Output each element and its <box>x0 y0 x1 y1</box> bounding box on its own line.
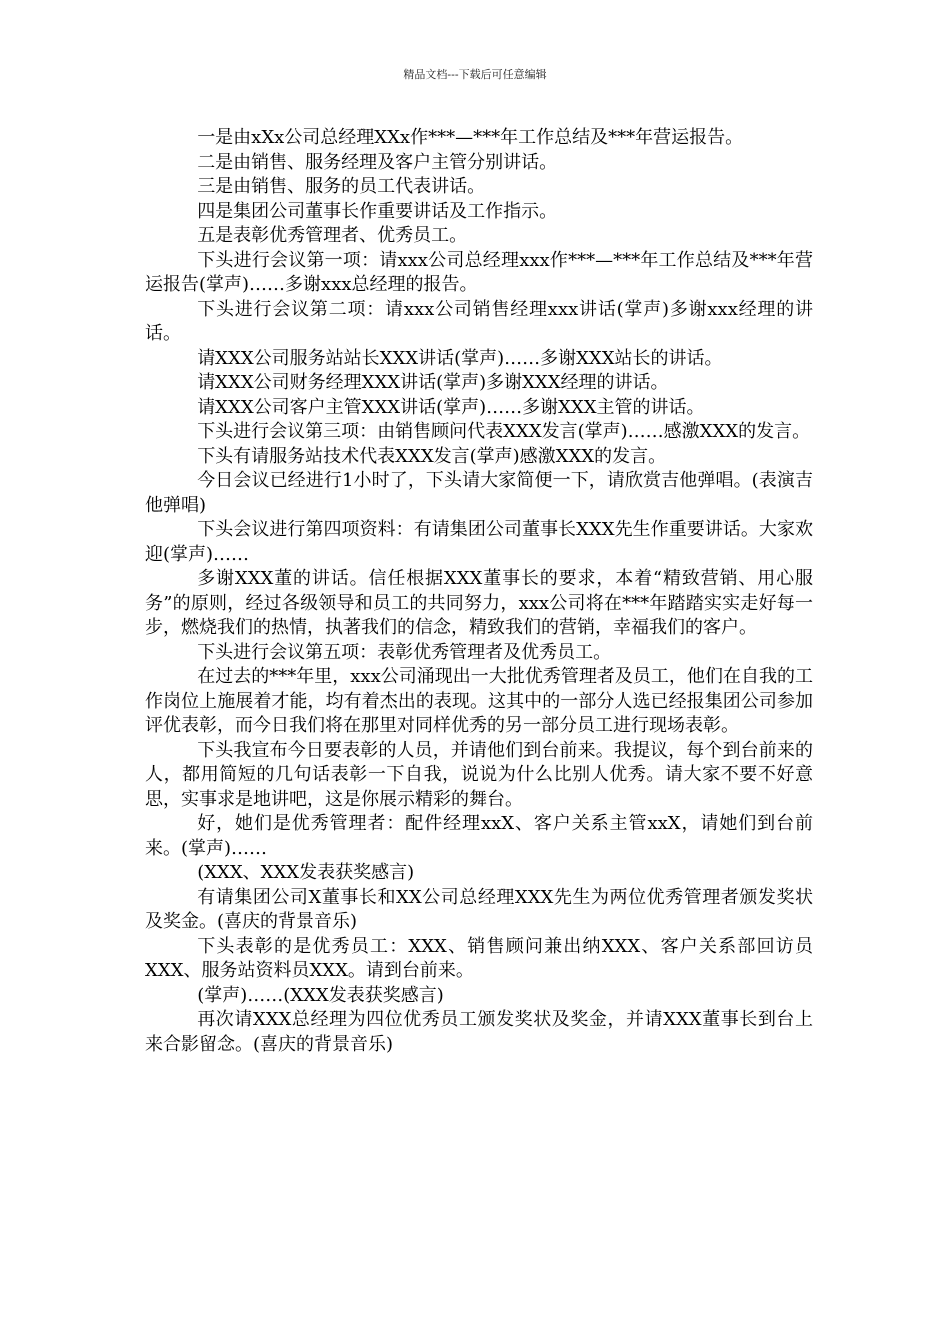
paragraph: 请XXX公司财务经理XXX讲话(掌声)多谢XXX经理的讲话。 <box>197 372 669 393</box>
paragraph: 下头表彰的是优秀员工：XXX、销售顾问兼出纳XXX、客户关系部回访员XXX、服务站资料员XXX。请到台前来。 <box>145 935 813 981</box>
paragraph: 在过去的***年里，xxx公司涌现出一大批优秀管理者及员工，他们在自我的工作岗位上施展着才能，均有着杰出的表现。这其中的一部分人选已经报集团公司参加评优表彰，而今日我们将在那里对同样优秀的另一部分员工进行现场表彰。 <box>145 666 813 736</box>
paragraph: 二是由销售、服务经理及客户主管分别讲话。 <box>197 151 558 173</box>
paragraph: 请XXX公司客户主管XXX讲话(掌声)……多谢XXX主管的讲话。 <box>197 396 705 418</box>
document-body <box>145 126 813 1057</box>
paragraph: 有请集团公司X董事长和XX公司总经理XXX先生为两位优秀管理者颁发奖状及奖金。(喜庆的背景音乐) <box>145 886 813 932</box>
paragraph: 请XXX公司服务站站长XXX讲话(掌声)……多谢XXX站长的讲话。 <box>197 347 723 369</box>
paragraph: 今日会议已经进行1小时了，下头请大家简便一下，请欣赏吉他弹唱。(表演吉他弹唱) <box>145 470 813 516</box>
paragraph: 下头进行会议第五项：表彰优秀管理者及优秀员工。 <box>197 641 612 663</box>
paragraph: 五是表彰优秀管理者、优秀员工。 <box>197 225 468 246</box>
paragraph: (掌声)……(XXX发表获奖感言) <box>197 984 444 1006</box>
paragraph: 三是由销售、服务的员工代表讲话。 <box>197 176 486 197</box>
paragraph: 下头会议进行第四项资料：有请集团公司董事长XXX先生作重要讲话。大家欢迎(掌声)…… <box>145 519 813 565</box>
page-header: 精品文档---下载后可任意编辑 <box>403 68 547 81</box>
paragraph: 下头进行会议第二项：请xxx公司销售经理xxx讲话(掌声)多谢xxx经理的讲话。 <box>145 298 813 344</box>
paragraph: 下头进行会议第一项：请xxx公司总经理xxx作***—***年工作总结及***年营运报告(掌声)……多谢xxx总经理的报告。 <box>145 249 813 295</box>
paragraph: 下头有请服务站技术代表XXX发言(掌声)感激XXX的发言。 <box>197 445 667 467</box>
paragraph: 多谢XXX董的讲话。信任根据XXX董事长的要求，本着“精致营销、用心服务”的原则，经过各级领导和员工的共同努力，xxx公司将在***年踏踏实实走好每一步，燃烧我们的热情，执著我们的信念，精致我们的营销，幸福我们的客户。 <box>145 568 813 638</box>
paragraph: 四是集团公司董事长作重要讲话及工作指示。 <box>197 200 558 222</box>
paragraph: 好，她们是优秀管理者：配件经理xxX、客户关系主管xxX，请她们到台前来。(掌声)…… <box>145 813 813 859</box>
paragraph: (XXX、XXX发表获奖感言) <box>197 862 415 883</box>
paragraph: 一是由xXx公司总经理XXx作***—***年工作总结及***年营运报告。 <box>197 127 744 148</box>
paragraph: 下头我宣布今日要表彰的人员，并请他们到台前来。我提议，每个到台前来的人，都用简短的几句话表彰一下自我，说说为什么比别人优秀。请大家不要不好意思，实事求是地讲吧，这是你展示精彩的舞台。 <box>145 739 813 810</box>
paragraph: 再次请XXX总经理为四位优秀员工颁发奖状及奖金，并请XXX董事长到台上来合影留念。(喜庆的背景音乐) <box>145 1009 813 1055</box>
paragraph: 下头进行会议第三项：由销售顾问代表XXX发言(掌声)……感激XXX的发言。 <box>197 421 811 442</box>
